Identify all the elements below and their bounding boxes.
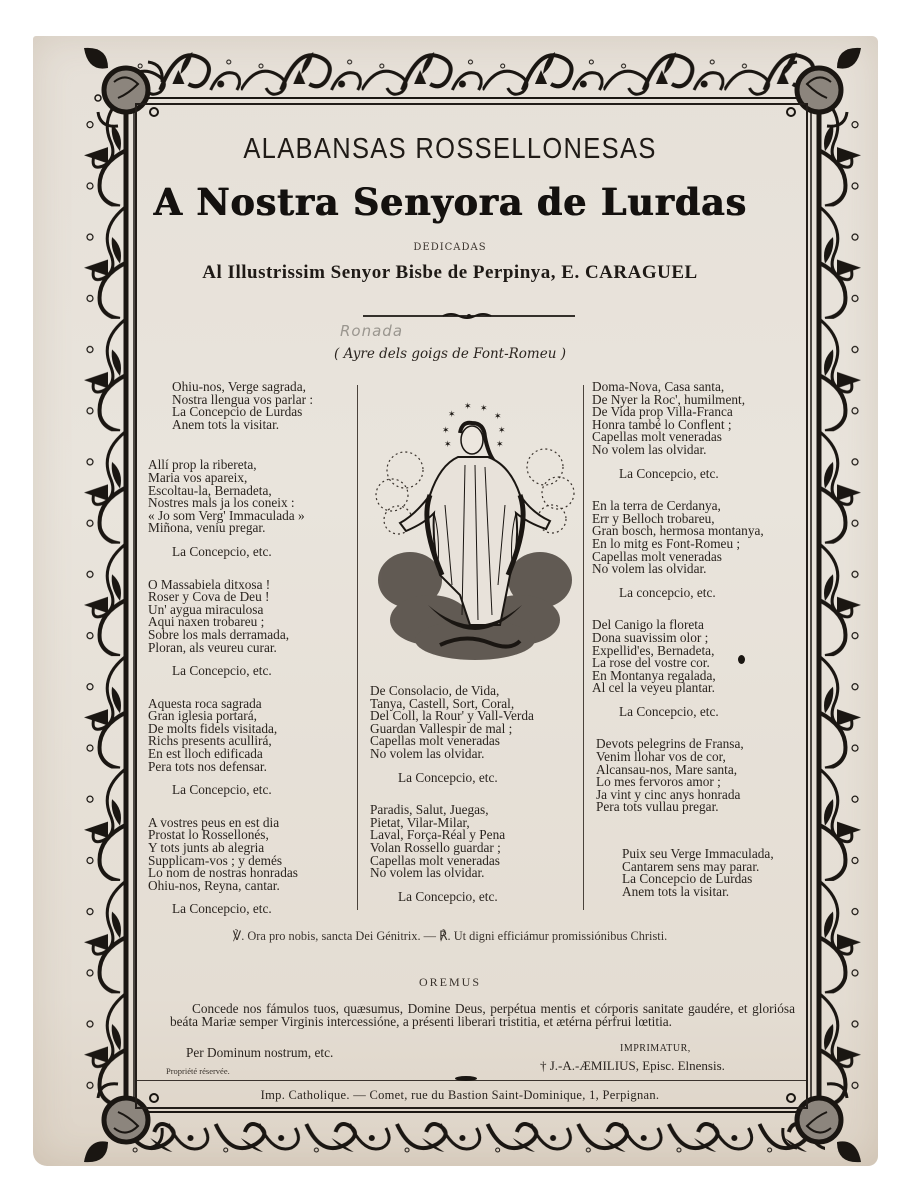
verse-column-right <box>592 381 802 898</box>
verse-line: Volan Rossello guardar ; <box>370 839 501 855</box>
svg-text:✶: ✶ <box>498 426 506 436</box>
verse-line: No volem las olvidar. <box>370 865 485 881</box>
stanza <box>148 695 357 798</box>
verse-line: Allí prop la ribereta, <box>148 457 257 473</box>
verse-line: Pera tots nos defensar. <box>148 758 267 774</box>
verse-line: Capellas molt veneradas <box>370 733 500 749</box>
verse-line: De Nyer la Roc', humilment, <box>592 391 746 407</box>
verse-line: Capellas molt veneradas <box>370 852 500 868</box>
verse-line: La Concepcio de Lurdas <box>622 871 753 887</box>
svg-text:✶: ✶ <box>464 402 472 412</box>
verse-line: Aquesta roca sagrada <box>148 695 262 711</box>
verse-line: Laval, Força-Réal y Pena <box>370 827 506 843</box>
refrain: La Concepcio, etc. <box>172 663 272 679</box>
verse-line: Tanya, Castell, Sort, Coral, <box>370 695 515 711</box>
svg-text:✶: ✶ <box>442 426 450 436</box>
verse-line: Nostres mals ja los coneix : <box>148 495 295 511</box>
verse-line: Devots pelegrins de Fransa, <box>596 736 744 752</box>
verse-line: Aqui naxen trobareu ; <box>148 614 265 630</box>
verse-line: Ploran, als veureu curar. <box>148 639 277 655</box>
verse-line: Doma-Nova, Casa santa, <box>592 379 725 394</box>
ornamental-divider <box>363 305 575 313</box>
verse-line: Del Coll, la Rour' y Vall-Verda <box>370 708 534 724</box>
refrain: La Concepcio, etc. <box>619 465 719 481</box>
stanza <box>370 804 580 903</box>
stanza <box>592 500 802 599</box>
verse-line: Guardan Vallespir de mal ; <box>370 720 513 736</box>
verse-line: Ja vint y cinc anys honrada <box>596 786 741 802</box>
verse-line: « Jo som Verg' Immaculada » <box>148 507 305 523</box>
verse-line: De molts fidels visitada, <box>148 720 278 736</box>
stanza <box>172 381 357 439</box>
verse-line: Nostra llengua vos parlar : <box>172 391 314 407</box>
verse-line: A vostres peus en est dia <box>148 814 280 830</box>
verse-line: La Concepcio de Lurdas <box>172 404 303 420</box>
verse-line: Dona suavissim olor ; <box>592 629 709 645</box>
stanza <box>148 459 357 558</box>
verse-line: Un' aygua miraculosa <box>148 601 264 617</box>
imprimatur-label: IMPRIMATUR, <box>620 1043 691 1054</box>
border-top-ornament <box>120 44 825 100</box>
verse-line: Pera tots vullau pregar. <box>596 799 719 815</box>
verse-line: No volem las olvidar. <box>592 441 707 457</box>
column-separator <box>357 385 358 910</box>
verse-line: Richs presents acullirá, <box>148 733 272 749</box>
verse-line: Paradis, Salut, Juegas, <box>370 802 489 818</box>
verse-line: No volem las olvidar. <box>592 561 707 577</box>
stanza <box>148 814 357 917</box>
stanza <box>596 738 802 814</box>
ink-blot <box>738 655 745 664</box>
verse-line: Escoltau-la, Bernadeta, <box>148 482 272 498</box>
verse-line: Gran bosch, hermosa montanya, <box>592 523 764 539</box>
verse-line: En la terra de Cerdanya, <box>592 498 721 514</box>
verse-line: Err y Belloch trobareu, <box>592 510 715 526</box>
stanza <box>370 685 580 784</box>
verse-line: Honra també lo Conflent ; <box>592 416 732 432</box>
refrain: La Concepcio, etc. <box>172 782 272 798</box>
verse-line: Lo mes fervoros amor ; <box>596 774 721 790</box>
verse-line: Pietat, Vilar-Milar, <box>370 814 470 830</box>
printer-imprint: Imp. Catholique. — Comet, rue du Bastion Saint-Dominique, 1, Perpignan. <box>260 1088 660 1102</box>
verse-line: Anem tots la visitar. <box>622 883 730 899</box>
svg-text:✶: ✶ <box>494 412 502 422</box>
dedication-line: Al Illustrissim Senyor Bisbe de Perpinya, E. CARAGUEL <box>202 262 698 283</box>
verse-line: Ohiu-nos, Verge sagrada, <box>172 379 306 394</box>
versicle-response: ℣. Ora pro nobis, sancta Dei Génitrix. — ℟. Ut digni efficiámur promissiónibus Christi. <box>232 928 668 943</box>
refrain: La Concepcio, etc. <box>619 703 719 719</box>
verse-column-middle <box>370 685 580 923</box>
verse-line: Sobre los mals derramada, <box>148 626 290 642</box>
verse-line: Gran iglesia portará, <box>148 708 257 724</box>
verse-line: De Consolacio, de Vida, <box>370 683 500 698</box>
svg-text:✶: ✶ <box>496 440 504 450</box>
virgin-mary-engraving <box>370 395 580 670</box>
verse-line: Alcansau-nos, Mare santa, <box>596 761 738 777</box>
verse-line: Cantarem sens may parar. <box>622 858 760 874</box>
refrain: La Concepcio, etc. <box>398 769 498 785</box>
verse-line: Prostat lo Rossellonés, <box>148 827 269 843</box>
verse-line: Al cel la veyeu plantar. <box>592 680 715 696</box>
verse-line: Expellid'es, Bernadeta, <box>592 642 715 658</box>
verse-line: Supplicam-vos ; y demés <box>148 852 283 868</box>
svg-text:✶: ✶ <box>448 410 456 420</box>
verse-line: Miñona, veniu pregar. <box>148 520 266 536</box>
tune-indication: ( Ayre dels goigs de Font-Romeu ) <box>334 346 566 362</box>
verse-line: Y tots junts ab alegria <box>148 840 265 856</box>
stanza <box>592 619 802 718</box>
verse-line: Maria vos apareix, <box>148 469 248 485</box>
verse-line: Capellas molt veneradas <box>592 548 722 564</box>
refrain: La Concepcio, etc. <box>172 543 272 559</box>
verse-line: De Vida prop Villa-Franca <box>592 404 733 420</box>
verse-line: Lo nom de nostras honradas <box>148 865 298 881</box>
verse-line: Venim llohar vos de cor, <box>596 749 726 765</box>
oremus-heading: OREMUS <box>418 975 481 989</box>
verse-line: La rose del vostre cor. <box>592 655 710 671</box>
stanza <box>148 576 357 679</box>
per-dominum: Per Dominum nostrum, etc. <box>186 1045 334 1060</box>
refrain: La Concepcio, etc. <box>398 888 498 904</box>
verse-line: Ohiu-nos, Reyna, cantar. <box>148 877 280 893</box>
title-nostra-senyora: A Nostra Senyora de Lurdas <box>153 180 747 224</box>
verse-line: Del Canigo la floreta <box>592 617 704 633</box>
verse-line: O Massabiela ditxosa ! <box>148 576 271 592</box>
svg-text:✶: ✶ <box>444 440 452 450</box>
propriete-reservee: Propriété réservée. <box>166 1066 230 1076</box>
stanza <box>622 848 802 898</box>
pencil-annotation: Ronada <box>340 322 404 340</box>
verse-line: Anem tots la visitar. <box>172 416 280 432</box>
verse-line: Roser y Cova de Deu ! <box>148 589 270 605</box>
bishop-signature: † J.-A.-ÆMILIUS, Episc. Elnensis. <box>540 1058 725 1073</box>
verse-line: En lo mitg es Font-Romeu ; <box>592 535 741 551</box>
refrain: La concepcio, etc. <box>619 584 716 600</box>
column-separator <box>583 385 584 910</box>
verse-line: No volem las olvidar. <box>370 745 485 761</box>
verse-line: Capellas molt veneradas <box>592 429 722 445</box>
refrain: La Concepcio, etc. <box>172 901 272 917</box>
border-bottom-ornament <box>120 1110 825 1166</box>
ink-blot <box>455 1076 477 1081</box>
prayer-text: Concede nos fámulos tuos, quæsumus, Domine Deus, perpétua mentis et córporis sanitate gaudére, et gloriósa beáta Mariæ semper Virginis intercessióne, a présenti liberari tristitia, et ætérna pérfrui lœtitia. <box>170 1001 795 1029</box>
verse-column-left <box>148 379 357 936</box>
verse-line: Puix seu Verge Immaculada, <box>622 846 774 862</box>
stanza <box>592 381 802 480</box>
verse-line: En Montanya regalada, <box>592 667 716 683</box>
dedicadas-label: DEDICADAS <box>413 242 487 253</box>
svg-text:✶: ✶ <box>480 404 488 414</box>
verse-line: En est lloch edificada <box>148 746 263 762</box>
title-alabansas: ALABANSAS ROSSELLONESAS <box>243 133 657 165</box>
